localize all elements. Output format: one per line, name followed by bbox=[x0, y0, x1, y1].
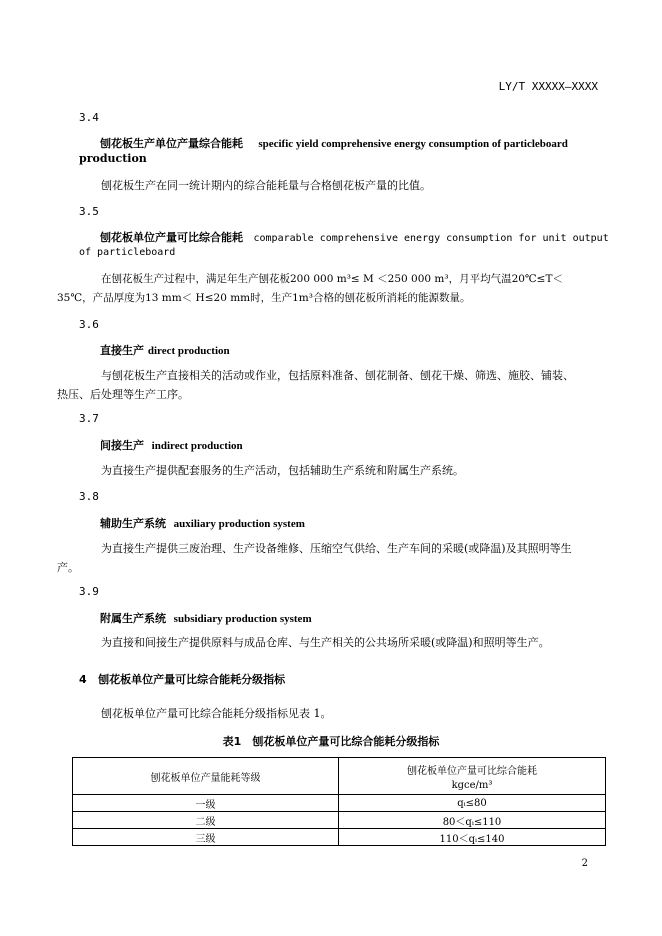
table-caption: 表1 刨花板单位产量可比综合能耗分级指标 bbox=[222, 735, 440, 748]
definition-line: 为直接生产提供三废治理、生产设备维修、压缩空气供给、生产车间的采暖(或降温)及其照明等生 bbox=[101, 542, 572, 555]
term-title-zh: 辅助生产系统 bbox=[100, 517, 166, 530]
value-cell: 110＜qᵢ≤140 bbox=[339, 829, 606, 846]
term-title-zh: 直接生产 bbox=[100, 344, 144, 357]
term-title-en: comparable comprehensive energy consumption for unit output bbox=[253, 233, 609, 244]
term-number: 3.4 bbox=[79, 111, 99, 124]
term-number: 3.7 bbox=[79, 412, 99, 425]
term-title-zh: 间接生产 bbox=[100, 439, 144, 452]
term-title bbox=[100, 135, 600, 151]
definition-line: 35℃，产品厚度为13 mm＜ H≤20 mm时，生产1m³合格的刨花板所消耗的能源数量。 bbox=[57, 292, 471, 304]
term-title-zh: 刨花板单位产量可比综合能耗 bbox=[100, 231, 243, 244]
table-row bbox=[73, 829, 606, 846]
table-row bbox=[73, 812, 606, 829]
term-number: 3.9 bbox=[79, 585, 99, 598]
term-definition: 为直接和间接生产提供原料与成品仓库、与生产相关的公共场所采暖(或降温)和照明等生产。 bbox=[101, 636, 550, 649]
header-unit: kgce/m³ bbox=[451, 779, 493, 791]
table-header-cell: 刨花板单位产量能耗等级 bbox=[73, 758, 339, 795]
standard-code: LY/T XXXXX—XXXX bbox=[498, 80, 598, 93]
page-number: 2 bbox=[581, 858, 588, 869]
value-cell: 80＜qᵢ≤110 bbox=[339, 812, 606, 829]
term-title-en: subsidiary production system bbox=[173, 613, 312, 625]
grade-table bbox=[72, 757, 606, 846]
term-definition: 刨花板生产在同一统计期内的综合能耗量与合格刨花板产量的比值。 bbox=[101, 179, 431, 192]
term-title-en: direct production bbox=[147, 345, 230, 357]
definition-line: 在刨花板生产过程中，满足年生产刨花板200 000 m³≤ M ＜250 000 m³，月平均气温20℃≤T＜ bbox=[101, 273, 563, 285]
section-title: 刨花板单位产量可比综合能耗分级指标 bbox=[98, 673, 286, 686]
header-label: 刨花板单位产量可比综合能耗 bbox=[407, 765, 537, 777]
term-number: 3.8 bbox=[79, 490, 99, 503]
value-cell: qᵢ≤80 bbox=[339, 795, 606, 812]
term-definition: 为直接生产提供配套服务的生产活动，包括辅助生产系统和附属生产系统。 bbox=[101, 464, 464, 477]
term-number: 3.5 bbox=[79, 205, 99, 218]
term-title-en-continued: production bbox=[79, 152, 147, 165]
grade-cell: 三级 bbox=[73, 829, 339, 846]
term-definition bbox=[57, 366, 603, 404]
term-title-en: specific yield comprehensive energy consumption of particleboard bbox=[258, 138, 568, 150]
term-definition bbox=[57, 270, 603, 308]
definition-line: 热压、后处理等生产工序。 bbox=[57, 388, 189, 401]
term-title-zh: 刨花板生产单位产量综合能耗 bbox=[100, 137, 243, 150]
section-number: 4 bbox=[79, 673, 87, 686]
section-intro: 刨花板单位产量可比综合能耗分级指标见表 1。 bbox=[101, 707, 332, 720]
definition-line: 产。 bbox=[57, 561, 79, 574]
term-title-en: auxiliary production system bbox=[173, 518, 305, 530]
term-definition bbox=[57, 539, 603, 577]
grade-cell: 二级 bbox=[73, 812, 339, 829]
term-title bbox=[100, 610, 600, 626]
table-header-row bbox=[73, 758, 606, 795]
term-title-zh: 附属生产系统 bbox=[100, 612, 166, 625]
term-number: 3.6 bbox=[79, 318, 99, 331]
definition-line: 与刨花板生产直接相关的活动或作业，包括原料准备、刨花制备、刨花干燥、筛选、施胶、铺装、 bbox=[101, 369, 574, 382]
term-title bbox=[100, 342, 600, 358]
section-heading bbox=[79, 671, 285, 687]
term-title bbox=[100, 515, 600, 531]
table-row bbox=[73, 795, 606, 812]
term-title-en: indirect production bbox=[151, 440, 243, 452]
table-header-cell bbox=[339, 758, 606, 795]
term-title bbox=[100, 229, 610, 245]
grade-cell: 一级 bbox=[73, 795, 339, 812]
term-title bbox=[100, 437, 600, 453]
term-title-en-continued: of particleboard bbox=[79, 247, 176, 258]
